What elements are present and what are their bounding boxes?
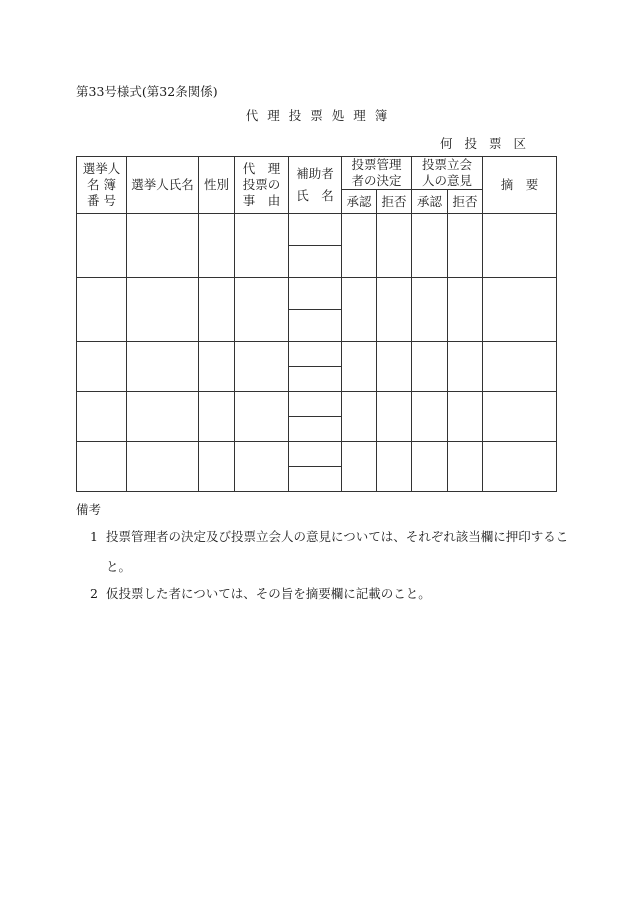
cell-witness-approve[interactable]: [412, 278, 448, 342]
cell-voter-name[interactable]: [127, 342, 199, 392]
cell-witness-approve[interactable]: [412, 214, 448, 278]
note-item-2: [90, 584, 431, 602]
header-gender: 性別: [199, 157, 235, 214]
cell-assistant-name[interactable]: [289, 467, 342, 492]
cell-manager-reject[interactable]: [377, 392, 412, 442]
cell-voter-list-no[interactable]: [77, 442, 127, 492]
header-witness-approve: 承認: [412, 190, 448, 214]
cell-gender[interactable]: [199, 278, 235, 342]
note-item-1: [90, 527, 568, 545]
cell-gender[interactable]: [199, 214, 235, 278]
cell-voter-name[interactable]: [127, 392, 199, 442]
cell-gender[interactable]: [199, 342, 235, 392]
cell-witness-approve[interactable]: [412, 392, 448, 442]
table-row: [77, 392, 557, 417]
header-manager-approve: 承認: [342, 190, 377, 214]
header-manager-decision: 投票管理 者の決定: [342, 157, 412, 190]
cell-assistant-name[interactable]: [289, 246, 342, 278]
cell-manager-approve[interactable]: [342, 342, 377, 392]
table-row: [77, 278, 557, 310]
table-row: [77, 442, 557, 467]
proxy-voting-table: [76, 156, 557, 492]
note-text: 仮投票した者については、その旨を摘要欄に記載のこと。: [106, 586, 431, 601]
cell-assistant-name[interactable]: [289, 442, 342, 467]
page-title: 代理投票処理簿: [245, 108, 397, 123]
cell-manager-approve[interactable]: [342, 442, 377, 492]
district-label: 何投票区: [440, 136, 539, 151]
note-item-1-continued: と。: [106, 559, 132, 574]
cell-manager-reject[interactable]: [377, 442, 412, 492]
cell-witness-reject[interactable]: [448, 214, 483, 278]
cell-witness-approve[interactable]: [412, 442, 448, 492]
note-number: 2: [90, 586, 98, 601]
cell-manager-reject[interactable]: [377, 214, 412, 278]
cell-assistant-name[interactable]: [289, 214, 342, 246]
cell-gender[interactable]: [199, 442, 235, 492]
cell-witness-reject[interactable]: [448, 442, 483, 492]
cell-assistant-name[interactable]: [289, 278, 342, 310]
header-voter-list-no: 選挙人 名 簿 番 号: [77, 157, 127, 214]
header-assistant-name: 補助者 氏 名: [289, 157, 342, 214]
table-row: [77, 342, 557, 367]
cell-witness-reject[interactable]: [448, 342, 483, 392]
cell-proxy-reason[interactable]: [235, 442, 289, 492]
cell-manager-approve[interactable]: [342, 278, 377, 342]
header-witness-opinion: 投票立会 人の意見: [412, 157, 483, 190]
cell-proxy-reason[interactable]: [235, 392, 289, 442]
cell-voter-name[interactable]: [127, 214, 199, 278]
cell-proxy-reason[interactable]: [235, 342, 289, 392]
cell-assistant-name[interactable]: [289, 367, 342, 392]
cell-witness-reject[interactable]: [448, 278, 483, 342]
header-voter-name: 選挙人氏名: [127, 157, 199, 214]
cell-witness-reject[interactable]: [448, 392, 483, 442]
note-text: 投票管理者の決定及び投票立会人の意見については、それぞれ該当欄に押印するこ: [106, 529, 569, 544]
cell-assistant-name[interactable]: [289, 310, 342, 342]
cell-witness-approve[interactable]: [412, 342, 448, 392]
table-row: [77, 214, 557, 246]
note-number: 1: [90, 529, 98, 544]
cell-voter-list-no[interactable]: [77, 214, 127, 278]
cell-voter-list-no[interactable]: [77, 342, 127, 392]
cell-remarks[interactable]: [483, 214, 557, 278]
form-number: 第33号様式(第32条関係): [76, 84, 218, 99]
cell-proxy-reason[interactable]: [235, 278, 289, 342]
cell-voter-list-no[interactable]: [77, 278, 127, 342]
cell-voter-name[interactable]: [127, 278, 199, 342]
cell-remarks[interactable]: [483, 392, 557, 442]
header-witness-reject: 拒否: [448, 190, 483, 214]
cell-gender[interactable]: [199, 392, 235, 442]
header-remarks: 摘 要: [483, 157, 557, 214]
cell-manager-approve[interactable]: [342, 392, 377, 442]
cell-manager-approve[interactable]: [342, 214, 377, 278]
header-manager-reject: 拒否: [377, 190, 412, 214]
notes-heading: 備考: [76, 502, 102, 517]
cell-proxy-reason[interactable]: [235, 214, 289, 278]
cell-remarks[interactable]: [483, 278, 557, 342]
cell-manager-reject[interactable]: [377, 278, 412, 342]
cell-voter-list-no[interactable]: [77, 392, 127, 442]
cell-remarks[interactable]: [483, 442, 557, 492]
cell-assistant-name[interactable]: [289, 342, 342, 367]
cell-voter-name[interactable]: [127, 442, 199, 492]
cell-remarks[interactable]: [483, 342, 557, 392]
cell-assistant-name[interactable]: [289, 417, 342, 442]
cell-assistant-name[interactable]: [289, 392, 342, 417]
cell-manager-reject[interactable]: [377, 342, 412, 392]
header-proxy-reason: 代 理 投票の 事 由: [235, 157, 289, 214]
